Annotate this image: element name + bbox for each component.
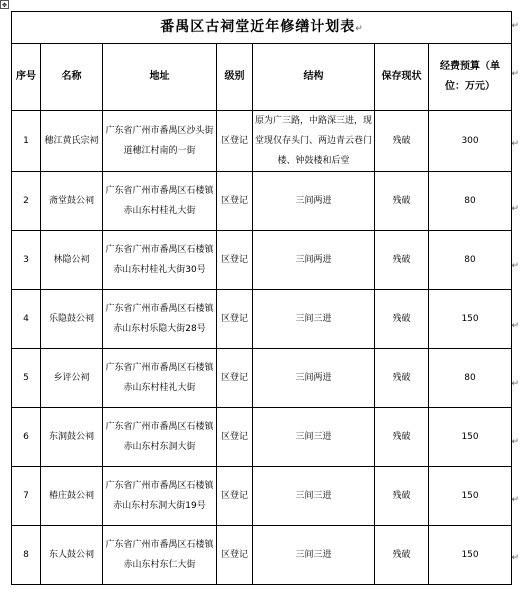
cell-address: 广东省广州市番禺区沙头街道穗江村南的一街 — [103, 111, 217, 172]
header-structure: 结构 — [253, 44, 375, 111]
row-end-mark-icon: ↵ — [511, 69, 519, 79]
cell-index: 1 — [12, 111, 41, 172]
cell-budget: 80 — [429, 231, 512, 290]
cell-address: 广东省广州市番禺区石楼镇赤山东村桂礼大街30号 — [103, 231, 217, 290]
row-end-mark-icon: ↵ — [511, 495, 519, 505]
cell-name: 斋堂鼓公祠 — [41, 172, 103, 231]
table-row — [12, 231, 512, 290]
cell-budget: 150 — [429, 526, 512, 585]
cell-structure: 原为广三路，中路深三进，现堂现仅存头门、两边青云巷门楼、钟鼓楼和后堂 — [253, 111, 375, 172]
row-end-mark-icon: ↵ — [511, 321, 519, 331]
cell-index: 3 — [12, 231, 41, 290]
paragraph-mark-icon: ↵ — [355, 23, 363, 34]
cell-level: 区登记 — [217, 111, 253, 172]
cell-index: 4 — [12, 290, 41, 349]
cell-structure: 三间两进 — [253, 172, 375, 231]
cell-index: 5 — [12, 349, 41, 408]
cell-structure: 三间三进 — [253, 467, 375, 526]
cell-status: 残破 — [375, 172, 429, 231]
header-budget: 经费预算（单位：万元） — [429, 44, 512, 111]
header-index: 序号 — [12, 44, 41, 111]
cell-address: 广东省广州市番禺区石楼镇赤山东村桂礼大街 — [103, 349, 217, 408]
header-level: 级别 — [217, 44, 253, 111]
cell-structure: 三间两进 — [253, 231, 375, 290]
page-title: 番禺区古祠堂近年修缮计划表 — [160, 18, 356, 35]
cell-address: 广东省广州市番禺区石楼镇赤山东村东洞大街19号 — [103, 467, 217, 526]
cell-status: 残破 — [375, 111, 429, 172]
cell-index: 6 — [12, 408, 41, 467]
cell-status: 残破 — [375, 408, 429, 467]
cell-index: 2 — [12, 172, 41, 231]
table-row — [12, 172, 512, 231]
table-row — [12, 526, 512, 585]
cell-name: 穗江黄氏宗祠 — [41, 111, 103, 172]
cell-status: 残破 — [375, 467, 429, 526]
cell-level: 区登记 — [217, 349, 253, 408]
header-name: 名称 — [41, 44, 103, 111]
cell-level: 区登记 — [217, 231, 253, 290]
cell-name: 椿庄鼓公祠 — [41, 467, 103, 526]
cell-name: 东人鼓公祠 — [41, 526, 103, 585]
cell-name: 乡评公祠 — [41, 349, 103, 408]
row-end-mark-icon: ↵ — [511, 553, 519, 563]
cell-status: 残破 — [375, 526, 429, 585]
row-end-mark-icon: ↵ — [511, 204, 519, 214]
table-title-cell — [12, 12, 512, 44]
cell-name: 林隐公祠 — [41, 231, 103, 290]
cell-level: 区登记 — [217, 467, 253, 526]
cell-name: 乐隐鼓公祠 — [41, 290, 103, 349]
table-row — [12, 467, 512, 526]
row-end-mark-icon: ↵ — [511, 261, 519, 271]
header-status: 保存现状 — [375, 44, 429, 111]
cell-status: 残破 — [375, 231, 429, 290]
table-row — [12, 111, 512, 172]
cell-index: 7 — [12, 467, 41, 526]
table-row — [12, 408, 512, 467]
cell-address: 广东省广州市番禺区石楼镇赤山东村桂礼大街 — [103, 172, 217, 231]
cell-status: 残破 — [375, 290, 429, 349]
row-end-mark-icon: ↵ — [511, 437, 519, 447]
cell-level: 区登记 — [217, 408, 253, 467]
cell-budget: 150 — [429, 467, 512, 526]
cell-structure: 三间三进 — [253, 526, 375, 585]
repair-plan-table — [11, 11, 512, 585]
cell-address: 广东省广州市番禺区石楼镇赤山东村东洞大街 — [103, 408, 217, 467]
header-row — [12, 44, 512, 111]
cell-level: 区登记 — [217, 526, 253, 585]
cell-level: 区登记 — [217, 172, 253, 231]
cell-index: 8 — [12, 526, 41, 585]
row-end-mark-icon: ↵ — [511, 139, 519, 149]
cell-budget: 150 — [429, 290, 512, 349]
cell-structure: 三间三进 — [253, 290, 375, 349]
cell-name: 东洞鼓公祠 — [41, 408, 103, 467]
cell-level: 区登记 — [217, 290, 253, 349]
table-row — [12, 349, 512, 408]
row-end-mark-icon: ↵ — [511, 21, 519, 31]
cell-budget: 80 — [429, 349, 512, 408]
cell-structure: 三间三进 — [253, 408, 375, 467]
row-end-mark-icon: ↵ — [511, 379, 519, 389]
cell-budget: 300 — [429, 111, 512, 172]
cell-status: 残破 — [375, 349, 429, 408]
cell-address: 广东省广州市番禺区石楼镇赤山东村东仁大街 — [103, 526, 217, 585]
cell-budget: 150 — [429, 408, 512, 467]
table-row — [12, 290, 512, 349]
cell-structure: 三间两进 — [253, 349, 375, 408]
cell-address: 广东省广州市番禺区石楼镇赤山东村乐隐大街28号 — [103, 290, 217, 349]
header-address: 地址 — [103, 44, 217, 111]
table-move-handle[interactable]: ✥ — [0, 0, 9, 9]
cell-budget: 80 — [429, 172, 512, 231]
